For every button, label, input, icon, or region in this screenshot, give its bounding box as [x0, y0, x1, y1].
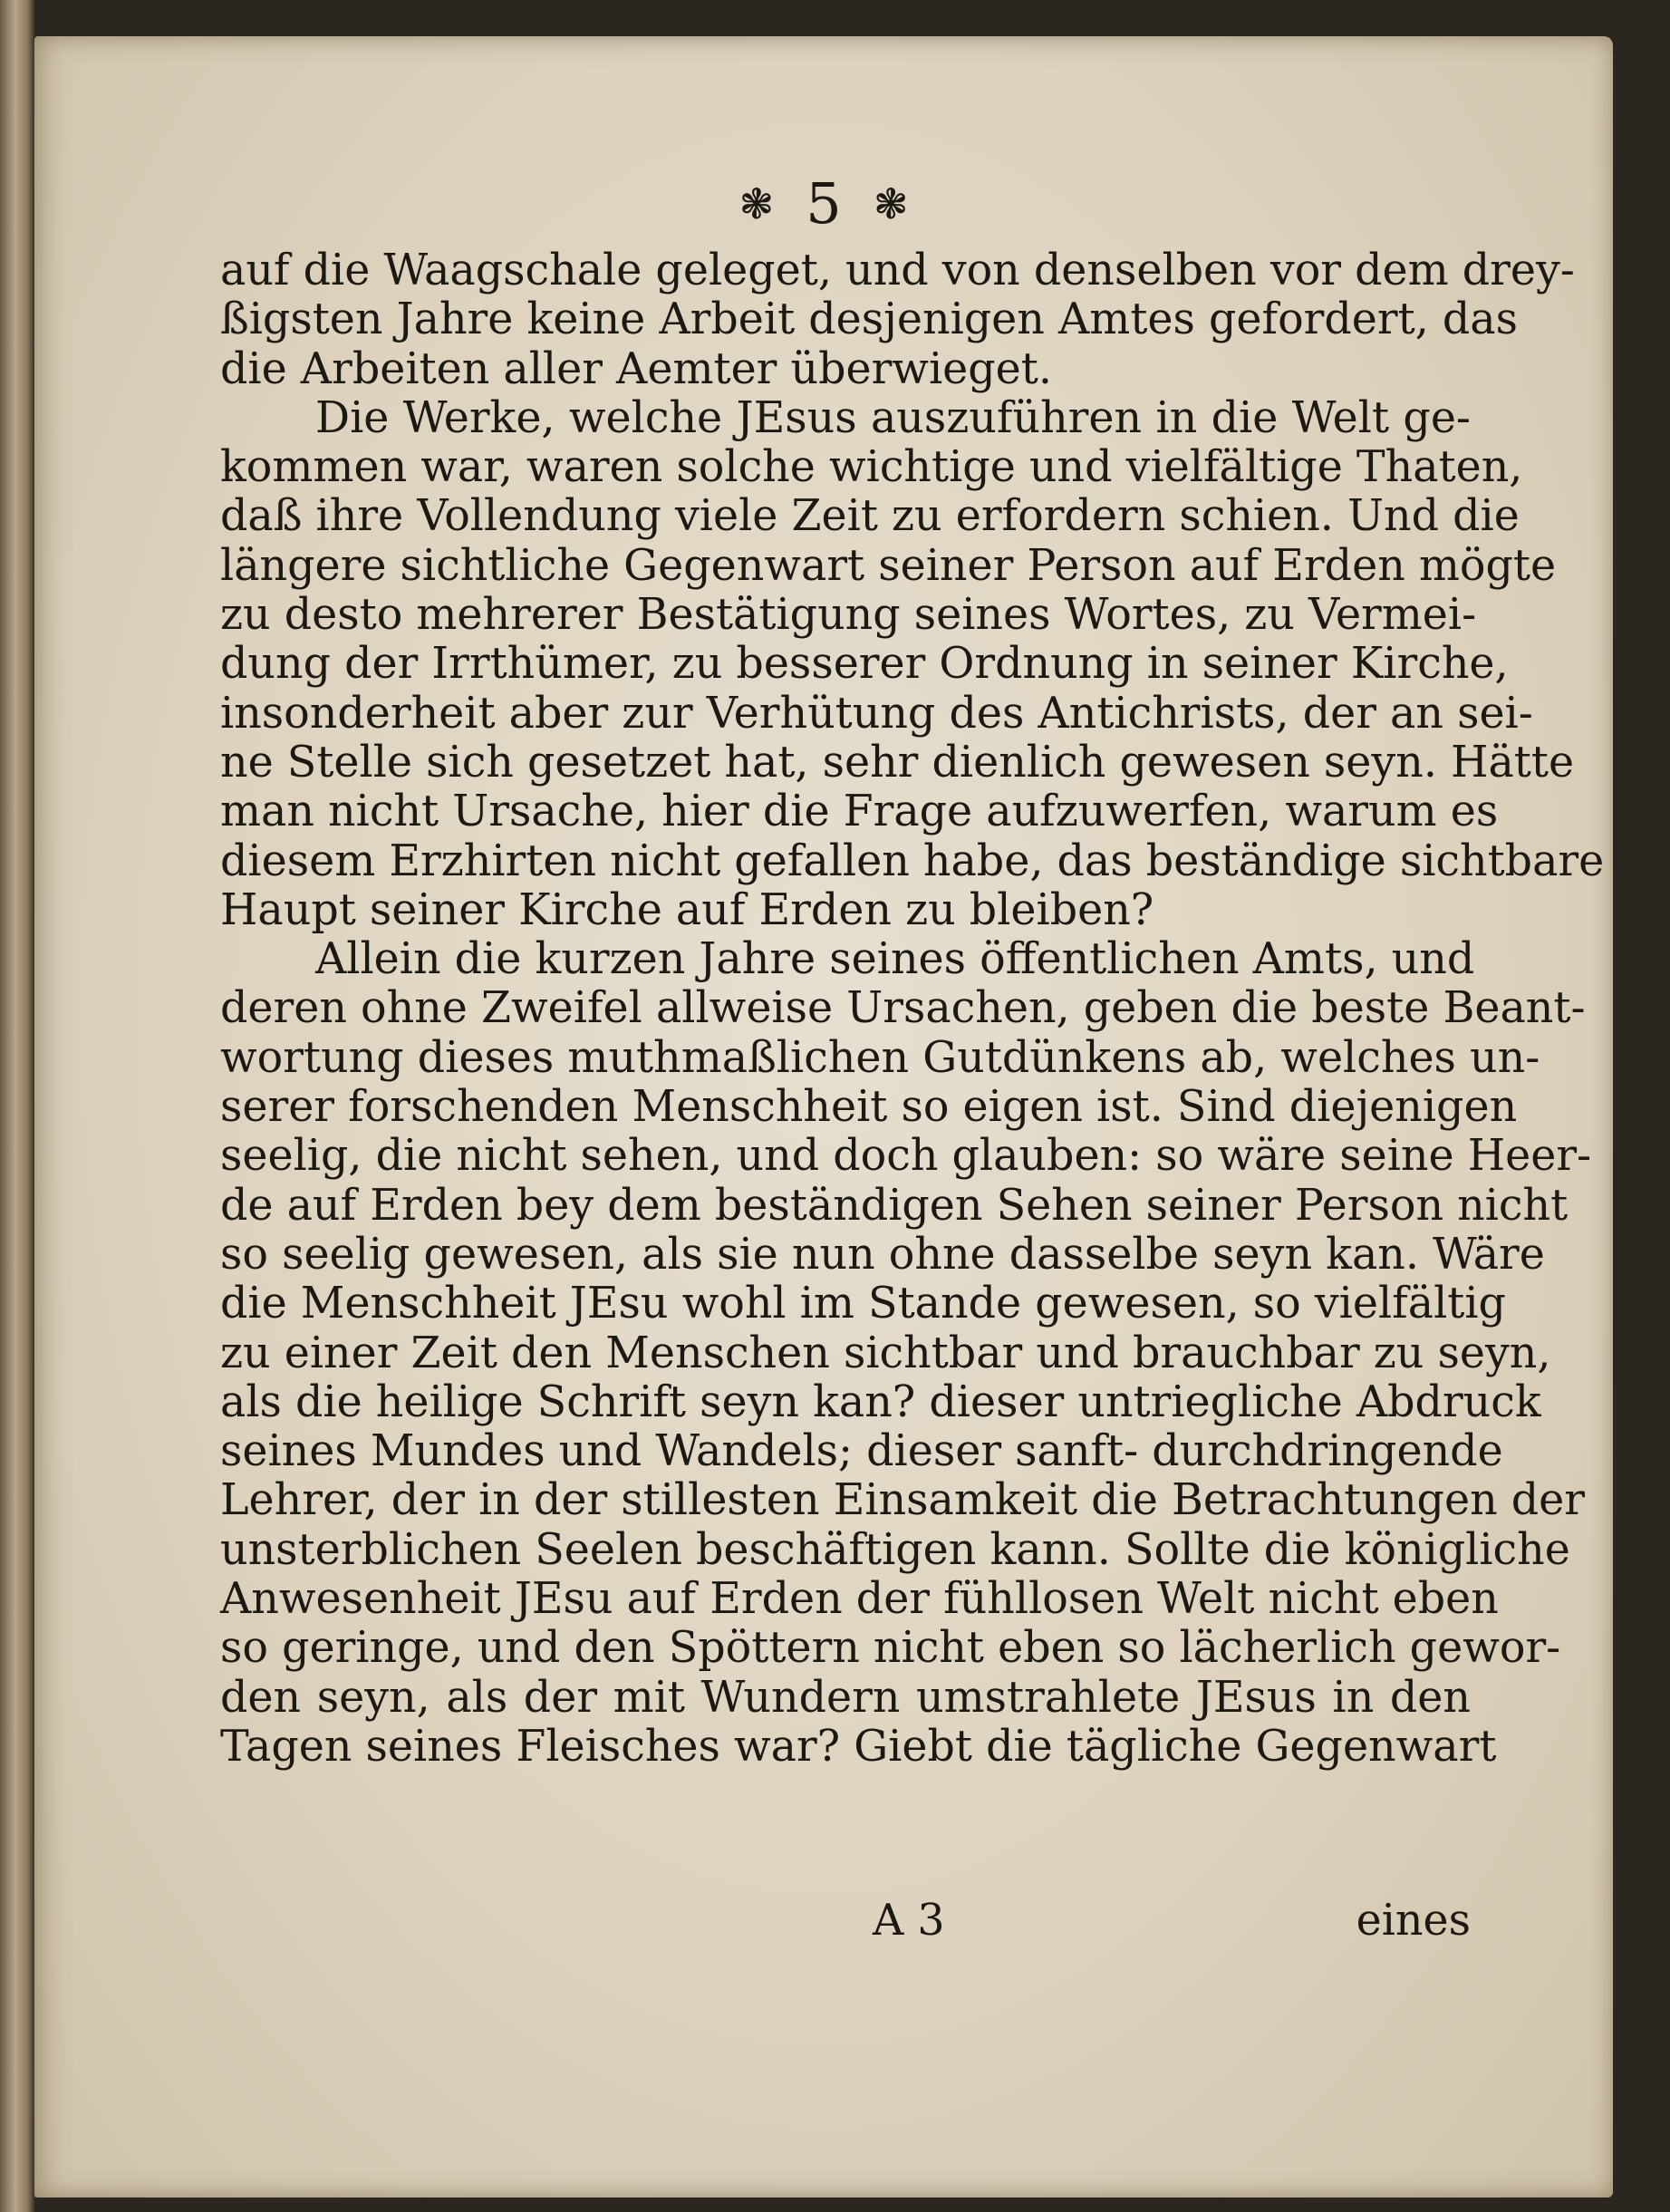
text-line: als die heilige Schrift seyn kan? dieser untriegliche Abdruck: [220, 1376, 1541, 1427]
text-line: ßigsten Jahre keine Arbeit desjenigen Amtes gefordert, das: [220, 295, 1519, 345]
text-line: serer forschenden Menschheit so eigen ist. Sind diejenigen: [220, 1082, 1518, 1133]
text-line: seines Mundes und Wandels; dieser sanft- durchdringende: [220, 1426, 1503, 1477]
text-line: zu desto mehrerer Bestätigung seines Wortes, zu Vermei-: [220, 590, 1477, 641]
page-header: [34, 170, 1613, 243]
book-page: [34, 36, 1613, 2198]
text-line: unsterblichen Seelen beschäftigen kann. Sollte die königliche: [220, 1524, 1570, 1575]
text-line: zu einer Zeit den Menschen sichtbar und brauchbar zu seyn,: [220, 1328, 1551, 1378]
text-line: wortung dieses muthmaßlichen Gutdünkens ab, welches un-: [220, 1032, 1540, 1083]
text-line: Anwesenheit JEsu auf Erden der fühllosen Welt nicht eben: [220, 1574, 1499, 1625]
text-line: dung der Irrthümer, zu besserer Ordnung in seiner Kirche,: [220, 639, 1509, 690]
text-line: Haupt seiner Kirche auf Erden zu bleiben?: [220, 884, 1154, 935]
text-line: auf die Waagschale geleget, und von denselben vor dem drey-: [220, 246, 1575, 295]
ornament-right-icon: ❃: [873, 179, 909, 228]
signature-mark: A 3: [873, 1896, 945, 1946]
text-line: so geringe, und den Spöttern nicht eben so lächerlich gewor-: [220, 1623, 1561, 1674]
text-line: so seelig gewesen, als sie nun ohne dasselbe seyn kan. Wäre: [220, 1229, 1545, 1280]
text-line: deren ohne Zweifel allweise Ursachen, geben die beste Beant-: [220, 983, 1586, 1034]
text-line: kommen war, waren solche wichtige und vielfältige Thaten,: [220, 442, 1523, 493]
book-spine: [0, 0, 34, 2212]
text-line: daß ihre Vollendung viele Zeit zu erfordern schien. Und die: [220, 491, 1520, 542]
catchword: eines: [1356, 1896, 1471, 1946]
text-line: Allein die kurzen Jahre seines öffentlichen Amts, und: [315, 934, 1475, 985]
text-line: man nicht Ursache, hier die Frage aufzuwerfen, warum es: [220, 787, 1499, 837]
body-text: [220, 246, 1605, 1772]
text-line: den seyn, als der mit Wundern umstrahlete JEsus in den: [220, 1672, 1471, 1723]
text-line: Die Werke, welche JEsus auszuführen in die Welt ge-: [315, 392, 1471, 443]
text-line: die Arbeiten aller Aemter überwieget.: [220, 343, 1052, 394]
text-line: diesem Erzhirten nicht gefallen habe, das beständige sichtbare: [220, 836, 1605, 886]
text-line: Lehrer, der in der stillesten Einsamkeit die Betrachtungen der: [220, 1475, 1585, 1526]
text-line: seelig, die nicht sehen, und doch glauben: so wäre seine Heer-: [220, 1131, 1592, 1182]
text-line: längere sichtliche Gegenwart seiner Person auf Erden mögte: [220, 540, 1557, 591]
page-number: 5: [806, 170, 842, 237]
text-line: insonderheit aber zur Verhütung des Antichrists, der an sei-: [220, 688, 1533, 739]
ornament-left-icon: ❃: [738, 179, 775, 228]
text-line: ne Stelle sich gesetzet hat, sehr dienlich gewesen seyn. Hätte: [220, 737, 1575, 787]
text-line: Tagen seines Fleisches war? Giebt die tägliche Gegenwart: [220, 1721, 1497, 1772]
page-footer: [220, 1896, 1471, 1950]
text-line: die Menschheit JEsu wohl im Stande gewesen, so vielfältig: [220, 1279, 1506, 1329]
text-line: de auf Erden bey dem beständigen Sehen seiner Person nicht: [220, 1180, 1569, 1231]
